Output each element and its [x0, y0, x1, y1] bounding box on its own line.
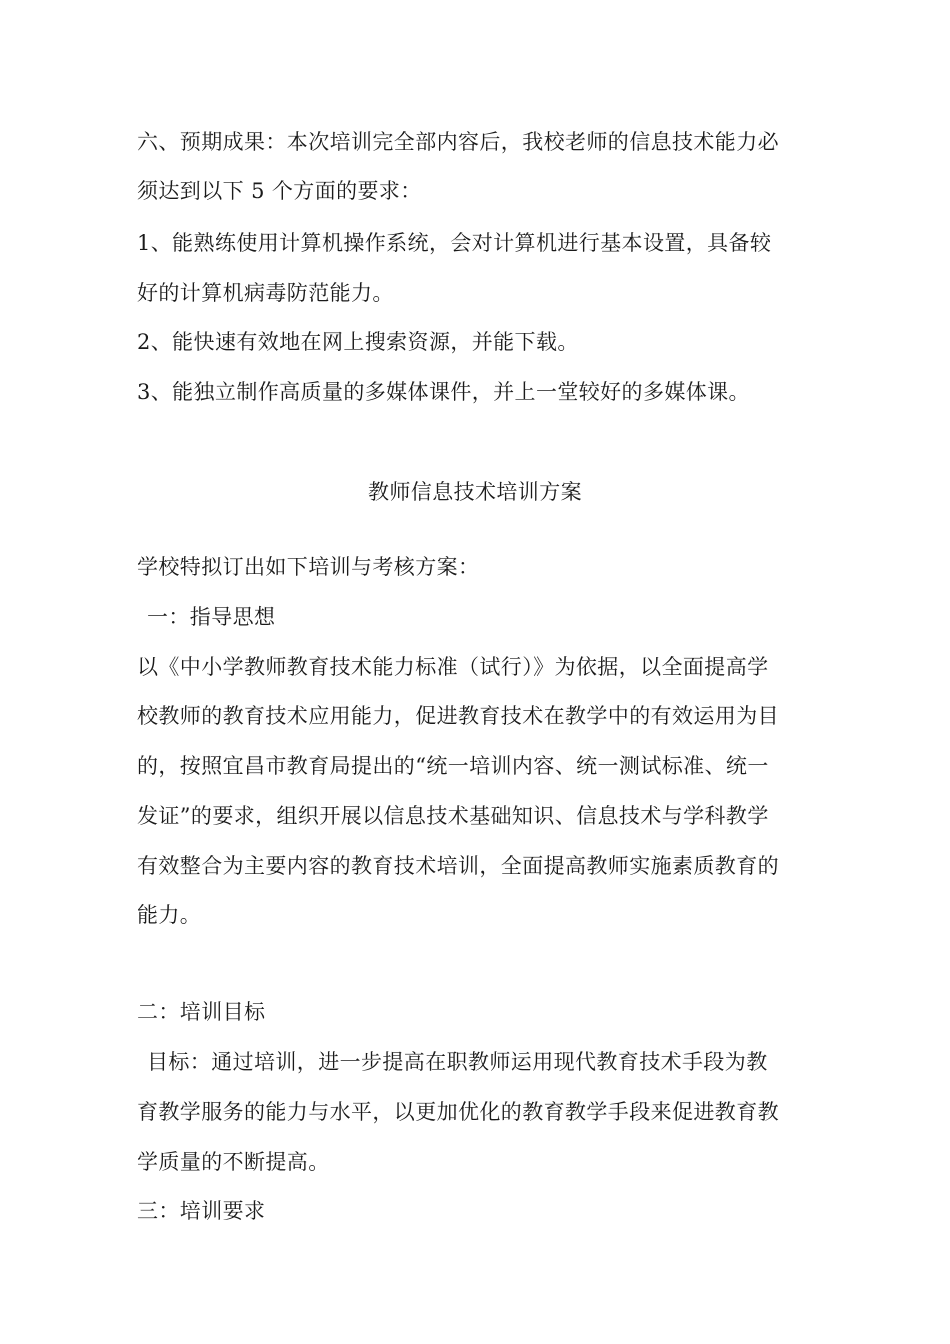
- document-title: 教师信息技术培训方案: [368, 480, 582, 504]
- section2-line: 育教学服务的能力与水平，以更加优化的教育教学手段来促进教育教: [137, 1100, 779, 1124]
- section6-item2: 2、能快速有效地在网上搜索资源，并能下载。: [137, 330, 579, 354]
- section1-line: 的，按照宜昌市教育局提出的“统一培训内容、统一测试标准、统一: [137, 754, 769, 778]
- section6-line2: 须达到以下 5 个方面的要求：: [137, 179, 422, 203]
- section6-item1-line2: 好的计算机病毒防范能力。: [137, 281, 394, 305]
- section1-line: 以《中小学教师教育技术能力标准（试行）》为依据，以全面提高学: [137, 655, 769, 679]
- section1-line: 发证”的要求，组织开展以信息技术基础知识、信息技术与学科教学: [137, 804, 769, 828]
- section2-heading: 二：培训目标: [137, 1000, 266, 1024]
- section6-item3: 3、能独立制作高质量的多媒体课件，并上一堂较好的多媒体课。: [137, 380, 750, 404]
- section1-heading: 一：指导思想: [147, 605, 276, 629]
- section1-line: 有效整合为主要内容的教育技术培训，全面提高教师实施素质教育的: [137, 854, 779, 878]
- section6-item1-line1: 1、能熟练使用计算机操作系统，会对计算机进行基本设置，具备较: [137, 231, 772, 255]
- section1-line: 校教师的教育技术应用能力，促进教育技术在教学中的有效运用为目: [137, 704, 779, 728]
- intro-paragraph: 学校特拟订出如下培训与考核方案：: [137, 555, 480, 579]
- section1-line: 能力。: [137, 903, 202, 927]
- section2-line: 学质量的不断提高。: [137, 1150, 330, 1174]
- section6-line1: 六、预期成果：本次培训完全部内容后，我校老师的信息技术能力必: [137, 130, 779, 154]
- section2-line: 目标：通过培训，进一步提高在职教师运用现代教育技术手段为教: [147, 1050, 768, 1074]
- section3-heading: 三：培训要求: [137, 1199, 266, 1223]
